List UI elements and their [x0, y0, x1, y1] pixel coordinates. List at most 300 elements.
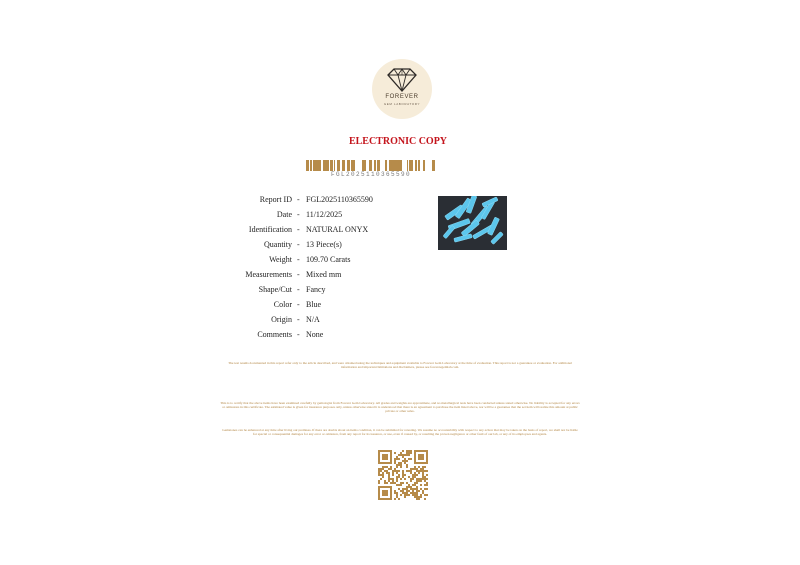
barcode-bar	[326, 160, 327, 171]
barcode-bar	[324, 160, 326, 171]
qr-module	[412, 474, 414, 476]
qr-module	[402, 492, 404, 494]
qr-module	[420, 496, 422, 498]
barcode-bar	[415, 160, 417, 171]
qr-module	[386, 466, 388, 468]
qr-module	[402, 456, 404, 458]
qr-module	[426, 470, 428, 472]
qr-module	[388, 472, 390, 474]
qr-module	[386, 470, 388, 472]
barcode-bar	[338, 160, 340, 171]
qr-module	[394, 458, 396, 460]
field-value: Mixed mm	[306, 270, 342, 279]
qr-module	[398, 488, 400, 490]
qr-module	[396, 470, 398, 472]
qr-module	[406, 490, 408, 492]
barcode-bar	[411, 160, 412, 171]
qr-module	[410, 458, 412, 460]
qr-module	[418, 472, 420, 474]
qr-module	[416, 498, 418, 500]
qr-module	[390, 478, 392, 480]
qr-module	[396, 458, 398, 460]
qr-module	[410, 480, 412, 482]
qr-module	[408, 470, 410, 472]
qr-module	[386, 472, 388, 474]
qr-module	[412, 468, 414, 470]
qr-module	[410, 472, 412, 474]
qr-module	[394, 462, 396, 464]
qr-module	[400, 482, 402, 484]
qr-module	[406, 492, 408, 494]
barcode-bar	[308, 160, 309, 171]
qr-module	[378, 472, 380, 474]
qr-module	[406, 488, 408, 490]
qr-module	[424, 478, 426, 480]
qr-module	[388, 468, 390, 470]
barcode-bar	[392, 160, 393, 171]
qr-module	[406, 466, 408, 468]
qr-module	[400, 484, 402, 486]
qr-module	[420, 494, 422, 496]
field-value: 109.70 Carats	[306, 255, 351, 264]
barcode-bar	[386, 160, 387, 171]
qr-module	[406, 486, 408, 488]
qr-module	[404, 462, 406, 464]
barcode-bar	[342, 160, 343, 171]
field-separator: -	[297, 255, 300, 264]
barcode-bar	[364, 160, 365, 171]
qr-module	[408, 484, 410, 486]
qr-module	[420, 468, 422, 470]
qr-module	[400, 464, 402, 466]
qr-module	[388, 480, 390, 482]
qr-module	[416, 488, 418, 490]
qr-module	[412, 492, 414, 494]
qr-module	[378, 482, 380, 484]
barcode-bar	[401, 160, 402, 171]
barcode-bar	[370, 160, 372, 171]
qr-module	[420, 470, 422, 472]
field-separator: -	[297, 330, 300, 339]
qr-module	[394, 490, 396, 492]
barcode-bar	[407, 160, 408, 171]
qr-module	[416, 494, 418, 496]
qr-module	[392, 470, 394, 472]
qr-module	[400, 462, 402, 464]
barcode-bar	[320, 160, 321, 171]
barcode-bar	[379, 160, 380, 171]
qr-module	[396, 464, 398, 466]
qr-module	[416, 482, 418, 484]
barcode-bar	[330, 160, 331, 171]
qr-module	[398, 476, 400, 478]
qr-module	[402, 454, 404, 456]
qr-module	[404, 458, 406, 460]
barcode-bar	[400, 160, 401, 171]
qr-module	[416, 470, 418, 472]
qr-module	[402, 482, 404, 484]
qr-module	[402, 470, 404, 472]
qr-module	[412, 476, 414, 478]
qr-module	[414, 468, 416, 470]
barcode-bar	[347, 160, 349, 171]
barcode-bar	[369, 160, 370, 171]
qr-module	[414, 482, 416, 484]
qr-module	[382, 468, 384, 470]
qr-module	[426, 478, 428, 480]
qr-module	[406, 464, 408, 466]
qr-module	[402, 476, 404, 478]
barcode-bar	[344, 160, 345, 171]
qr-finder	[418, 454, 424, 460]
qr-module	[406, 450, 408, 452]
qr-module	[418, 478, 420, 480]
barcode-bar	[397, 160, 398, 171]
qr-module	[408, 494, 410, 496]
qr-module	[424, 494, 426, 496]
lab-logo	[372, 59, 432, 119]
qr-module	[412, 494, 414, 496]
qr-module	[394, 452, 396, 454]
qr-module	[388, 478, 390, 480]
qr-module	[378, 468, 380, 470]
qr-module	[390, 468, 392, 470]
qr-module	[400, 466, 402, 468]
qr-module	[414, 476, 416, 478]
qr-module	[408, 454, 410, 456]
barcode-bar	[398, 160, 400, 171]
qr-module	[392, 472, 394, 474]
qr-module	[410, 478, 412, 480]
qr-module	[410, 492, 412, 494]
qr-module	[426, 488, 428, 490]
qr-module	[402, 472, 404, 474]
barcode-bar	[412, 160, 413, 171]
qr-module	[382, 466, 384, 468]
barcode-bar	[334, 160, 335, 171]
qr-module	[378, 474, 380, 476]
qr-module	[410, 486, 412, 488]
qr-module	[414, 492, 416, 494]
qr-module	[402, 460, 404, 462]
qr-module	[426, 482, 428, 484]
qr-module	[404, 478, 406, 480]
barcode-bar	[394, 160, 395, 171]
qr-module	[398, 464, 400, 466]
qr-module	[414, 472, 416, 474]
qr-module	[390, 466, 392, 468]
qr-module	[408, 450, 410, 452]
field-label: Measurements	[245, 270, 292, 279]
qr-module	[416, 490, 418, 492]
field-separator: -	[297, 285, 300, 294]
barcode-bar	[423, 160, 425, 171]
qr-module	[410, 450, 412, 452]
qr-module	[398, 498, 400, 500]
barcode-bar	[391, 160, 392, 171]
qr-module	[396, 492, 398, 494]
qr-finder	[382, 454, 388, 460]
qr-module	[410, 470, 412, 472]
barcode-bar	[352, 160, 353, 171]
qr-module	[406, 454, 408, 456]
qr-module	[384, 480, 386, 482]
qr-module	[418, 490, 420, 492]
qr-module	[380, 474, 382, 476]
qr-module	[414, 494, 416, 496]
qr-module	[422, 474, 424, 476]
qr-module	[412, 488, 414, 490]
barcode-bar	[349, 160, 350, 171]
qr-module	[388, 476, 390, 478]
qr-module	[378, 480, 380, 482]
barcode-bar	[365, 160, 366, 171]
barcode-bar	[374, 160, 376, 171]
qr-module	[418, 470, 420, 472]
qr-module	[388, 474, 390, 476]
logo-name: FOREVER	[385, 94, 419, 100]
barcode-bar	[418, 160, 420, 171]
qr-module	[406, 452, 408, 454]
qr-module	[396, 456, 398, 458]
qr-module	[400, 490, 402, 492]
gem-stones-image	[438, 196, 507, 250]
qr-finder	[382, 490, 388, 496]
qr-module	[382, 476, 384, 478]
qr-module	[398, 454, 400, 456]
barcode-bar	[318, 160, 320, 171]
diamond-icon	[386, 67, 418, 93]
field-value: N/A	[306, 315, 320, 324]
qr-module	[420, 480, 422, 482]
qr-module	[392, 482, 394, 484]
qr-module	[396, 496, 398, 498]
qr-module	[404, 474, 406, 476]
gemstones-disclaimer: Gemstones can be enhanced at any time after living our premises. If there are doubts about an items condition, it can be submitted for retesting. We assume no accountability with respect to any action that may be taken on the basis of report, we shall not be liable for special or consequential damages for any error or omission, from any report for its issuance, or use, even if caused by, or resulting the proven negligence or other fault of our lab, or any of its employees and agents.	[222, 428, 578, 437]
qr-module	[382, 472, 384, 474]
qr-module	[400, 452, 402, 454]
qr-module	[424, 480, 426, 482]
qr-module	[424, 470, 426, 472]
barcode-bar	[343, 160, 344, 171]
qr-module	[420, 488, 422, 490]
qr-module	[414, 488, 416, 490]
field-value: 11/12/2025	[306, 210, 343, 219]
barcode-bar	[389, 160, 391, 171]
qr-module	[396, 472, 398, 474]
barcode-bar	[316, 160, 318, 171]
qr-module	[422, 490, 424, 492]
qr-module	[414, 484, 416, 486]
qr-module	[418, 466, 420, 468]
barcode-bar	[353, 160, 355, 171]
barcode-bar	[331, 160, 333, 171]
qr-module	[424, 488, 426, 490]
qr-module	[416, 486, 418, 488]
field-value: 13 Piece(s)	[306, 240, 342, 249]
qr-module	[384, 482, 386, 484]
qr-module	[424, 476, 426, 478]
field-label: Date	[276, 210, 292, 219]
qr-module	[410, 488, 412, 490]
qr-module	[414, 496, 416, 498]
results-disclaimer: The test results documented in this report refer only to the article described, and were obtained using the techniques and equipment available to Forever Gem Laboratory at the time of evaluation. This report is not a guarantee or evaluation. For additional information and important limitations and disclaimers, please see foreveregemlab.com.	[228, 361, 572, 370]
qr-module	[396, 484, 398, 486]
qr-module	[398, 458, 400, 460]
field-label: Origin	[271, 315, 292, 324]
certification-text: This is to certify that the above items have been examined carefully by gemologist from Forever Gem Laboratory. All grades and weights are approximate, and no metallurgical tests have been conducted unless stated otherwise. No liability is accepted for any errors or omissions in this certificate. The estimated value is given for insurance purposes only, unless otherwise stated it is understood that there is an agreement to purchase the item listed above, nor will be a guarantee that the set item will realize this amount at public private or other sales.	[220, 401, 580, 414]
qr-module	[416, 492, 418, 494]
barcode-bar	[393, 160, 394, 171]
qr-module	[400, 454, 402, 456]
barcode-bar	[351, 160, 352, 171]
qr-module	[414, 466, 416, 468]
qr-module	[402, 474, 404, 476]
qr-module	[398, 462, 400, 464]
barcode-bar	[327, 160, 329, 171]
qr-code[interactable]	[378, 450, 428, 500]
barcode-bar	[410, 160, 411, 171]
qr-module	[406, 482, 408, 484]
field-value: NATURAL ONYX	[306, 225, 369, 234]
qr-module	[418, 496, 420, 498]
qr-module	[404, 488, 406, 490]
qr-module	[416, 478, 418, 480]
field-separator: -	[297, 225, 300, 234]
logo-subtitle: GEM LABORATORY	[383, 102, 421, 106]
qr-module	[406, 470, 408, 472]
qr-module	[390, 482, 392, 484]
barcode-bar	[306, 160, 307, 171]
qr-module	[398, 474, 400, 476]
qr-module	[422, 476, 424, 478]
qr-module	[396, 480, 398, 482]
qr-module	[398, 484, 400, 486]
qr-module	[422, 468, 424, 470]
qr-module	[394, 460, 396, 462]
barcode-bar	[323, 160, 324, 171]
qr-module	[396, 478, 398, 480]
barcode-bar	[385, 160, 386, 171]
qr-module	[404, 460, 406, 462]
qr-module	[420, 478, 422, 480]
barcode-bar	[409, 160, 410, 171]
qr-module	[422, 492, 424, 494]
qr-module	[408, 476, 410, 478]
barcode-bar	[310, 160, 312, 171]
field-value: None	[306, 330, 324, 339]
barcode-bar	[315, 160, 316, 171]
qr-module	[404, 494, 406, 496]
qr-module	[422, 472, 424, 474]
barcode-bar	[337, 160, 338, 171]
gem-photo	[438, 196, 507, 250]
electronic-copy-title: ELECTRONIC COPY	[348, 136, 448, 147]
qr-module	[416, 468, 418, 470]
barcode-bar	[432, 160, 433, 171]
barcode-bar	[433, 160, 435, 171]
qr-module	[392, 478, 394, 480]
field-separator: -	[297, 270, 300, 279]
qr-module	[394, 492, 396, 494]
qr-module	[418, 498, 420, 500]
qr-module	[424, 498, 426, 500]
field-separator: -	[297, 300, 300, 309]
qr-module	[396, 466, 398, 468]
qr-module	[422, 478, 424, 480]
qr-module	[394, 468, 396, 470]
qr-module	[410, 468, 412, 470]
qr-module	[384, 466, 386, 468]
field-label: Color	[273, 300, 292, 309]
qr-module	[396, 476, 398, 478]
barcode-bar	[313, 160, 315, 171]
qr-module	[398, 470, 400, 472]
field-value: FGL2025110365590	[306, 195, 373, 204]
field-value: Blue	[306, 300, 322, 309]
qr-module	[380, 470, 382, 472]
qr-module	[406, 460, 408, 462]
qr-module	[426, 474, 428, 476]
qr-module	[404, 496, 406, 498]
qr-module	[382, 474, 384, 476]
qr-module	[412, 490, 414, 492]
qr-module	[380, 478, 382, 480]
field-separator: -	[297, 210, 300, 219]
field-label: Identification	[248, 225, 292, 234]
field-separator: -	[297, 315, 300, 324]
qr-module	[416, 496, 418, 498]
qr-module	[402, 490, 404, 492]
qr-module	[394, 470, 396, 472]
qr-module	[410, 452, 412, 454]
qr-module	[412, 484, 414, 486]
qr-module	[414, 474, 416, 476]
qr-module	[406, 494, 408, 496]
qr-module	[422, 466, 424, 468]
qr-module	[408, 490, 410, 492]
barcode-bar	[395, 160, 397, 171]
qr-module	[378, 470, 380, 472]
qr-module	[424, 484, 426, 486]
field-label: Shape/Cut	[258, 285, 292, 294]
qr-module	[400, 478, 402, 480]
qr-module	[426, 484, 428, 486]
qr-module	[394, 482, 396, 484]
qr-module	[404, 492, 406, 494]
barcode-text: FGL2025110365590	[330, 171, 411, 178]
field-label: Weight	[269, 255, 292, 264]
qr-module	[408, 458, 410, 460]
qr-module	[380, 468, 382, 470]
qr-module	[408, 486, 410, 488]
qr-module	[384, 470, 386, 472]
qr-module	[412, 478, 414, 480]
barcode-bar	[307, 160, 308, 171]
field-value: Fancy	[306, 285, 326, 294]
field-separator: -	[297, 195, 300, 204]
qr-module	[402, 450, 404, 452]
qr-module	[408, 452, 410, 454]
qr-module	[416, 474, 418, 476]
barcode-bar	[377, 160, 379, 171]
qr-module	[418, 480, 420, 482]
barcode-bar	[362, 160, 364, 171]
qr-module	[394, 498, 396, 500]
qr-module	[404, 454, 406, 456]
field-label: Report ID	[259, 195, 292, 204]
qr-module	[392, 480, 394, 482]
